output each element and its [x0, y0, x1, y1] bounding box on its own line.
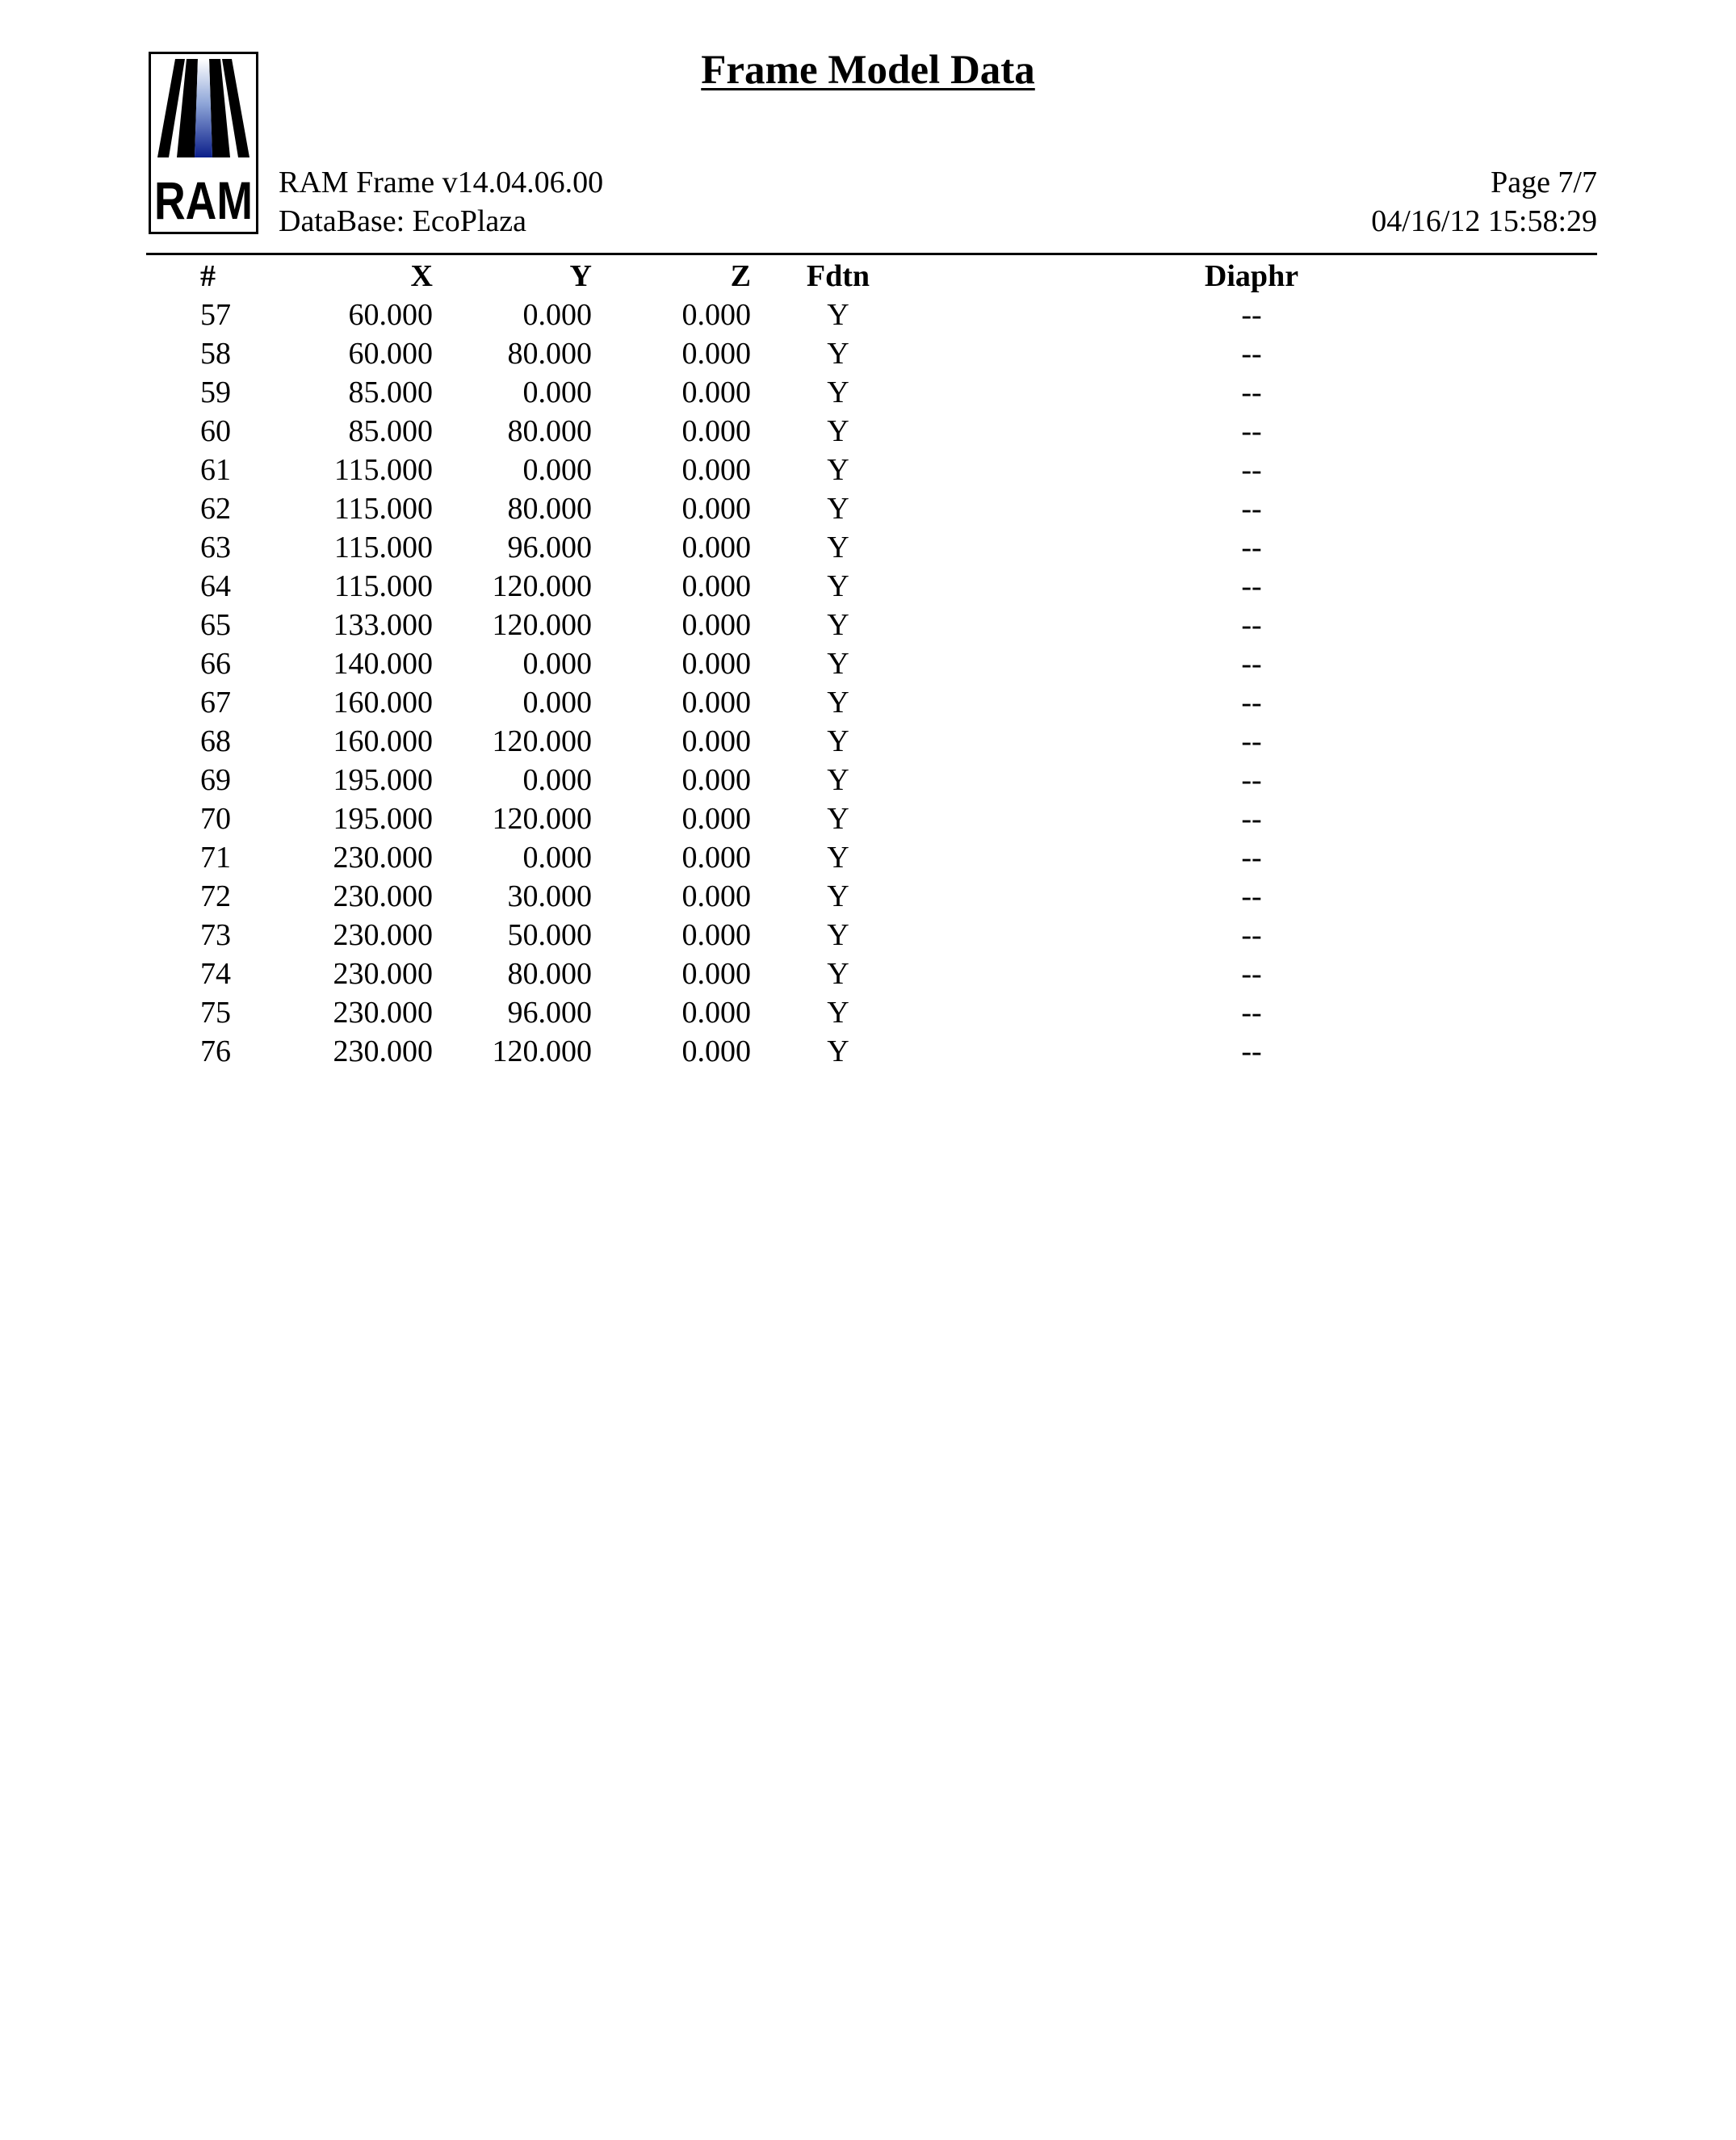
table-body — [0, 296, 1654, 1071]
x-coordinate-cell: 160.000 — [333, 686, 433, 720]
diaphragm-cell: -- — [1241, 724, 1262, 758]
column-header-number: # — [200, 259, 216, 293]
y-coordinate-cell: 120.000 — [492, 802, 592, 836]
x-coordinate-cell: 195.000 — [333, 802, 433, 836]
table-row — [0, 451, 1654, 489]
node-number-cell: 70 — [200, 802, 231, 836]
foundation-cell: Y — [827, 763, 849, 797]
table-row — [0, 877, 1654, 916]
node-number-cell: 71 — [200, 841, 231, 875]
diaphragm-cell: -- — [1241, 1034, 1262, 1068]
z-coordinate-cell: 0.000 — [681, 298, 751, 332]
node-number-cell: 57 — [200, 298, 231, 332]
y-coordinate-cell: 80.000 — [507, 337, 592, 371]
table-row — [0, 644, 1654, 683]
x-coordinate-cell: 60.000 — [348, 337, 433, 371]
foundation-cell: Y — [827, 996, 849, 1030]
table-row — [0, 412, 1654, 451]
x-coordinate-cell: 230.000 — [333, 1034, 433, 1068]
node-number-cell: 59 — [200, 376, 231, 409]
diaphragm-cell: -- — [1241, 376, 1262, 409]
node-number-cell: 62 — [200, 492, 231, 526]
diaphragm-cell: -- — [1241, 608, 1262, 642]
x-coordinate-cell: 85.000 — [348, 414, 433, 448]
x-coordinate-cell: 230.000 — [333, 918, 433, 952]
column-header-y: Y — [569, 259, 592, 293]
z-coordinate-cell: 0.000 — [681, 724, 751, 758]
node-number-cell: 74 — [200, 957, 231, 991]
foundation-cell: Y — [827, 608, 849, 642]
y-coordinate-cell: 80.000 — [507, 957, 592, 991]
table-row — [0, 373, 1654, 412]
table-row — [0, 722, 1654, 761]
z-coordinate-cell: 0.000 — [681, 1034, 751, 1068]
diaphragm-cell: -- — [1241, 957, 1262, 991]
table-row — [0, 838, 1654, 877]
z-coordinate-cell: 0.000 — [681, 531, 751, 564]
table-row — [0, 334, 1654, 373]
table-row — [0, 799, 1654, 838]
z-coordinate-cell: 0.000 — [681, 492, 751, 526]
table-row — [0, 528, 1654, 567]
node-number-cell: 69 — [200, 763, 231, 797]
x-coordinate-cell: 160.000 — [333, 724, 433, 758]
y-coordinate-cell: 0.000 — [522, 376, 592, 409]
z-coordinate-cell: 0.000 — [681, 686, 751, 720]
node-number-cell: 67 — [200, 686, 231, 720]
x-coordinate-cell: 195.000 — [333, 763, 433, 797]
diaphragm-cell: -- — [1241, 686, 1262, 720]
page-title: Frame Model Data — [701, 48, 1035, 93]
x-coordinate-cell: 115.000 — [333, 531, 433, 564]
z-coordinate-cell: 0.000 — [681, 376, 751, 409]
y-coordinate-cell: 120.000 — [492, 608, 592, 642]
table-row — [0, 296, 1654, 334]
foundation-cell: Y — [827, 686, 849, 720]
foundation-cell: Y — [827, 841, 849, 875]
diaphragm-cell: -- — [1241, 763, 1262, 797]
report-timestamp: 04/16/12 15:58:29 — [1371, 204, 1597, 238]
foundation-cell: Y — [827, 1034, 849, 1068]
y-coordinate-cell: 50.000 — [507, 918, 592, 952]
table-row — [0, 606, 1654, 644]
diaphragm-cell: -- — [1241, 918, 1262, 952]
foundation-cell: Y — [827, 918, 849, 952]
node-number-cell: 64 — [200, 569, 231, 603]
table-row — [0, 489, 1654, 528]
x-coordinate-cell: 230.000 — [333, 996, 433, 1030]
z-coordinate-cell: 0.000 — [681, 918, 751, 952]
x-coordinate-cell: 115.000 — [333, 453, 433, 487]
node-table — [0, 257, 1654, 1071]
foundation-cell: Y — [827, 414, 849, 448]
node-number-cell: 60 — [200, 414, 231, 448]
header-divider — [146, 253, 1597, 255]
diaphragm-cell: -- — [1241, 996, 1262, 1030]
diaphragm-cell: -- — [1241, 647, 1262, 681]
diaphragm-cell: -- — [1241, 298, 1262, 332]
table-header-row — [0, 257, 1654, 296]
foundation-cell: Y — [827, 879, 849, 913]
diaphragm-cell: -- — [1241, 802, 1262, 836]
y-coordinate-cell: 96.000 — [507, 996, 592, 1030]
node-number-cell: 75 — [200, 996, 231, 1030]
z-coordinate-cell: 0.000 — [681, 453, 751, 487]
table-row — [0, 1032, 1654, 1071]
foundation-cell: Y — [827, 376, 849, 409]
node-number-cell: 72 — [200, 879, 231, 913]
column-header-z: Z — [730, 259, 751, 293]
table-row — [0, 916, 1654, 955]
diaphragm-cell: -- — [1241, 492, 1262, 526]
y-coordinate-cell: 120.000 — [492, 569, 592, 603]
column-header-fdtn: Fdtn — [806, 259, 870, 293]
x-coordinate-cell: 60.000 — [348, 298, 433, 332]
table-row — [0, 955, 1654, 993]
foundation-cell: Y — [827, 337, 849, 371]
y-coordinate-cell: 96.000 — [507, 531, 592, 564]
table-row — [0, 683, 1654, 722]
y-coordinate-cell: 0.000 — [522, 647, 592, 681]
node-number-cell: 65 — [200, 608, 231, 642]
y-coordinate-cell: 120.000 — [492, 1034, 592, 1068]
table-row — [0, 567, 1654, 606]
z-coordinate-cell: 0.000 — [681, 569, 751, 603]
foundation-cell: Y — [827, 453, 849, 487]
z-coordinate-cell: 0.000 — [681, 608, 751, 642]
y-coordinate-cell: 80.000 — [507, 492, 592, 526]
node-number-cell: 76 — [200, 1034, 231, 1068]
table-row — [0, 993, 1654, 1032]
z-coordinate-cell: 0.000 — [681, 763, 751, 797]
program-version: RAM Frame v14.04.06.00 — [279, 166, 604, 199]
y-coordinate-cell: 0.000 — [522, 686, 592, 720]
node-number-cell: 61 — [200, 453, 231, 487]
y-coordinate-cell: 0.000 — [522, 841, 592, 875]
y-coordinate-cell: 0.000 — [522, 298, 592, 332]
foundation-cell: Y — [827, 724, 849, 758]
foundation-cell: Y — [827, 802, 849, 836]
diaphragm-cell: -- — [1241, 337, 1262, 371]
x-coordinate-cell: 230.000 — [333, 957, 433, 991]
y-coordinate-cell: 120.000 — [492, 724, 592, 758]
diaphragm-cell: -- — [1241, 531, 1262, 564]
node-number-cell: 66 — [200, 647, 231, 681]
node-number-cell: 58 — [200, 337, 231, 371]
z-coordinate-cell: 0.000 — [681, 414, 751, 448]
foundation-cell: Y — [827, 569, 849, 603]
x-coordinate-cell: 230.000 — [333, 841, 433, 875]
table-row — [0, 761, 1654, 799]
z-coordinate-cell: 0.000 — [681, 337, 751, 371]
diaphragm-cell: -- — [1241, 414, 1262, 448]
y-coordinate-cell: 30.000 — [507, 879, 592, 913]
x-coordinate-cell: 230.000 — [333, 879, 433, 913]
y-coordinate-cell: 0.000 — [522, 453, 592, 487]
z-coordinate-cell: 0.000 — [681, 647, 751, 681]
foundation-cell: Y — [827, 298, 849, 332]
foundation-cell: Y — [827, 492, 849, 526]
y-coordinate-cell: 80.000 — [507, 414, 592, 448]
x-coordinate-cell: 133.000 — [333, 608, 433, 642]
diaphragm-cell: -- — [1241, 569, 1262, 603]
node-number-cell: 63 — [200, 531, 231, 564]
foundation-cell: Y — [827, 531, 849, 564]
diaphragm-cell: -- — [1241, 453, 1262, 487]
y-coordinate-cell: 0.000 — [522, 763, 592, 797]
database-name: DataBase: EcoPlaza — [279, 204, 527, 238]
node-number-cell: 68 — [200, 724, 231, 758]
page-number: Page 7/7 — [1491, 166, 1597, 199]
z-coordinate-cell: 0.000 — [681, 802, 751, 836]
z-coordinate-cell: 0.000 — [681, 841, 751, 875]
x-coordinate-cell: 115.000 — [333, 569, 433, 603]
z-coordinate-cell: 0.000 — [681, 957, 751, 991]
x-coordinate-cell: 140.000 — [333, 647, 433, 681]
logo-text: RAM — [154, 170, 253, 230]
z-coordinate-cell: 0.000 — [681, 879, 751, 913]
z-coordinate-cell: 0.000 — [681, 996, 751, 1030]
node-number-cell: 73 — [200, 918, 231, 952]
column-header-x: X — [410, 259, 433, 293]
column-header-diaphr: Diaphr — [1204, 259, 1299, 293]
x-coordinate-cell: 115.000 — [333, 492, 433, 526]
diaphragm-cell: -- — [1241, 879, 1262, 913]
foundation-cell: Y — [827, 957, 849, 991]
diaphragm-cell: -- — [1241, 841, 1262, 875]
foundation-cell: Y — [827, 647, 849, 681]
x-coordinate-cell: 85.000 — [348, 376, 433, 409]
